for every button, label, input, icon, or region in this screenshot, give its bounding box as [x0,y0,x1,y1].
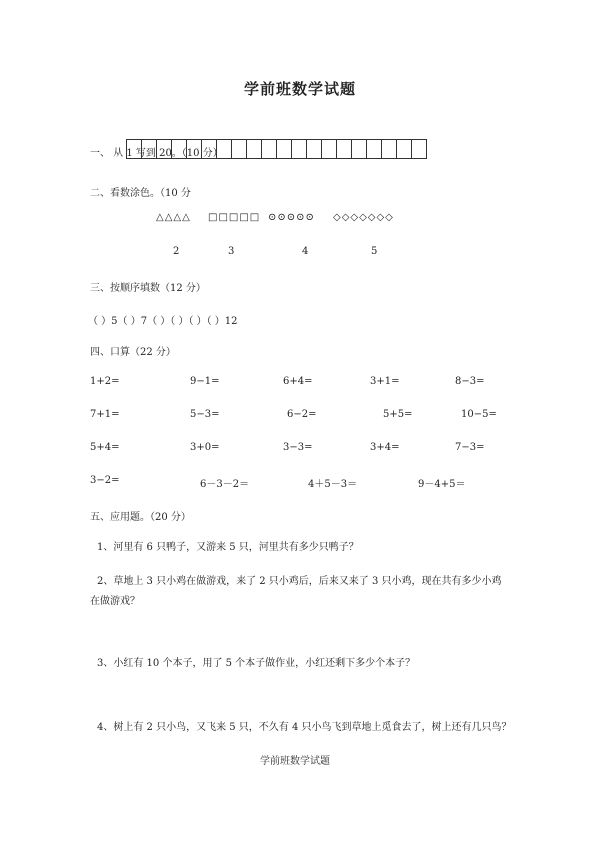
grid-cell[interactable] [336,139,352,159]
word-problem-2: 2、草地上 3 只小鸡在做游戏，来了 2 只小鸡后，后来又来了 3 只小鸡，现在共有多少小鸡 [97,576,502,587]
grid-cell[interactable] [171,139,187,159]
section4-heading: 四、口算（22 分） [90,347,176,358]
arithmetic-problem: 3+4= [370,442,400,453]
sequence-fill-line[interactable]: （ ）5（ ）7（ ）（ ）（ ）（ ）12 [88,316,238,327]
arithmetic-problem: 6−2= [287,409,317,420]
grid-cell[interactable] [216,139,232,159]
section5-heading: 五、应用题。（20 分） [90,512,191,523]
arithmetic-problem: 3+0= [190,442,220,453]
number-writing-grid[interactable] [126,139,426,159]
color-number: 5 [371,246,378,257]
grid-cell[interactable] [321,139,337,159]
arithmetic-problem: 9－4+5＝ [418,479,466,490]
arithmetic-problem: 1+2= [90,376,120,387]
arithmetic-problem: 6+4= [283,376,313,387]
section3-heading: 三、按顺序填数（12 分） [90,283,206,294]
section1-heading: 一、 从 1 写到 20。（10 分） [90,148,223,159]
grid-cell[interactable] [411,139,427,159]
grid-cell[interactable] [246,139,262,159]
arithmetic-problem: 3−3= [283,442,313,453]
arithmetic-problem: 7−3= [455,442,485,453]
grid-cell[interactable] [186,139,202,159]
word-problem-4: 4、树上有 2 只小鸟，又飞来 5 只，不久有 4 只小鸟飞到草地上觅食去了，树上还有几只鸟？ [97,722,512,733]
arithmetic-problem: 4＋5－3＝ [308,479,358,490]
color-number: 4 [302,246,309,257]
page-title: 学前班数学试题 [244,80,357,98]
grid-cell[interactable] [291,139,307,159]
page-footer: 学前班数学试题 [260,756,330,767]
grid-cell[interactable] [261,139,277,159]
circle-dot-group-icon[interactable]: ⊙⊙⊙⊙⊙ [268,212,315,223]
grid-cell[interactable] [126,139,142,159]
square-group-icon[interactable]: □□□□□ [208,212,261,223]
color-number: 2 [173,246,180,257]
grid-cell[interactable] [141,139,157,159]
arithmetic-problem: 8−3= [455,376,485,387]
grid-cell[interactable] [366,139,382,159]
triangle-group-icon[interactable]: △△△△ [156,212,191,223]
grid-cell[interactable] [231,139,247,159]
arithmetic-problem: 3−2= [90,475,120,486]
arithmetic-problem: 9−1= [190,376,220,387]
arithmetic-problem: 5−3= [190,409,220,420]
grid-cell[interactable] [156,139,172,159]
grid-cell[interactable] [396,139,412,159]
word-problem-1: 1、河里有 6 只鸭子，又游来 5 只，河里共有多少只鸭子？ [97,542,359,553]
grid-cell[interactable] [276,139,292,159]
word-problem-3: 3、小红有 10 个本子，用了 5 个本子做作业，小红还剩下多少个本子？ [97,658,416,669]
arithmetic-problem: 7+1= [90,409,120,420]
arithmetic-problem: 10−5= [461,409,497,420]
grid-cell[interactable] [351,139,367,159]
grid-cell[interactable] [306,139,322,159]
arithmetic-problem: 5+4= [90,442,120,453]
arithmetic-problem: 3+1= [370,376,400,387]
grid-cell[interactable] [381,139,397,159]
arithmetic-problem: 6－3－2＝ [200,479,250,490]
section2-heading: 二、看数涂色。（10 分 [90,188,191,199]
color-number: 3 [228,246,235,257]
diamond-group-icon[interactable]: ◇◇◇◇◇◇◇ [333,212,394,223]
grid-cell[interactable] [201,139,217,159]
arithmetic-problem: 5+5= [383,409,413,420]
word-problem-2-continued: 在做游戏？ [90,596,140,607]
